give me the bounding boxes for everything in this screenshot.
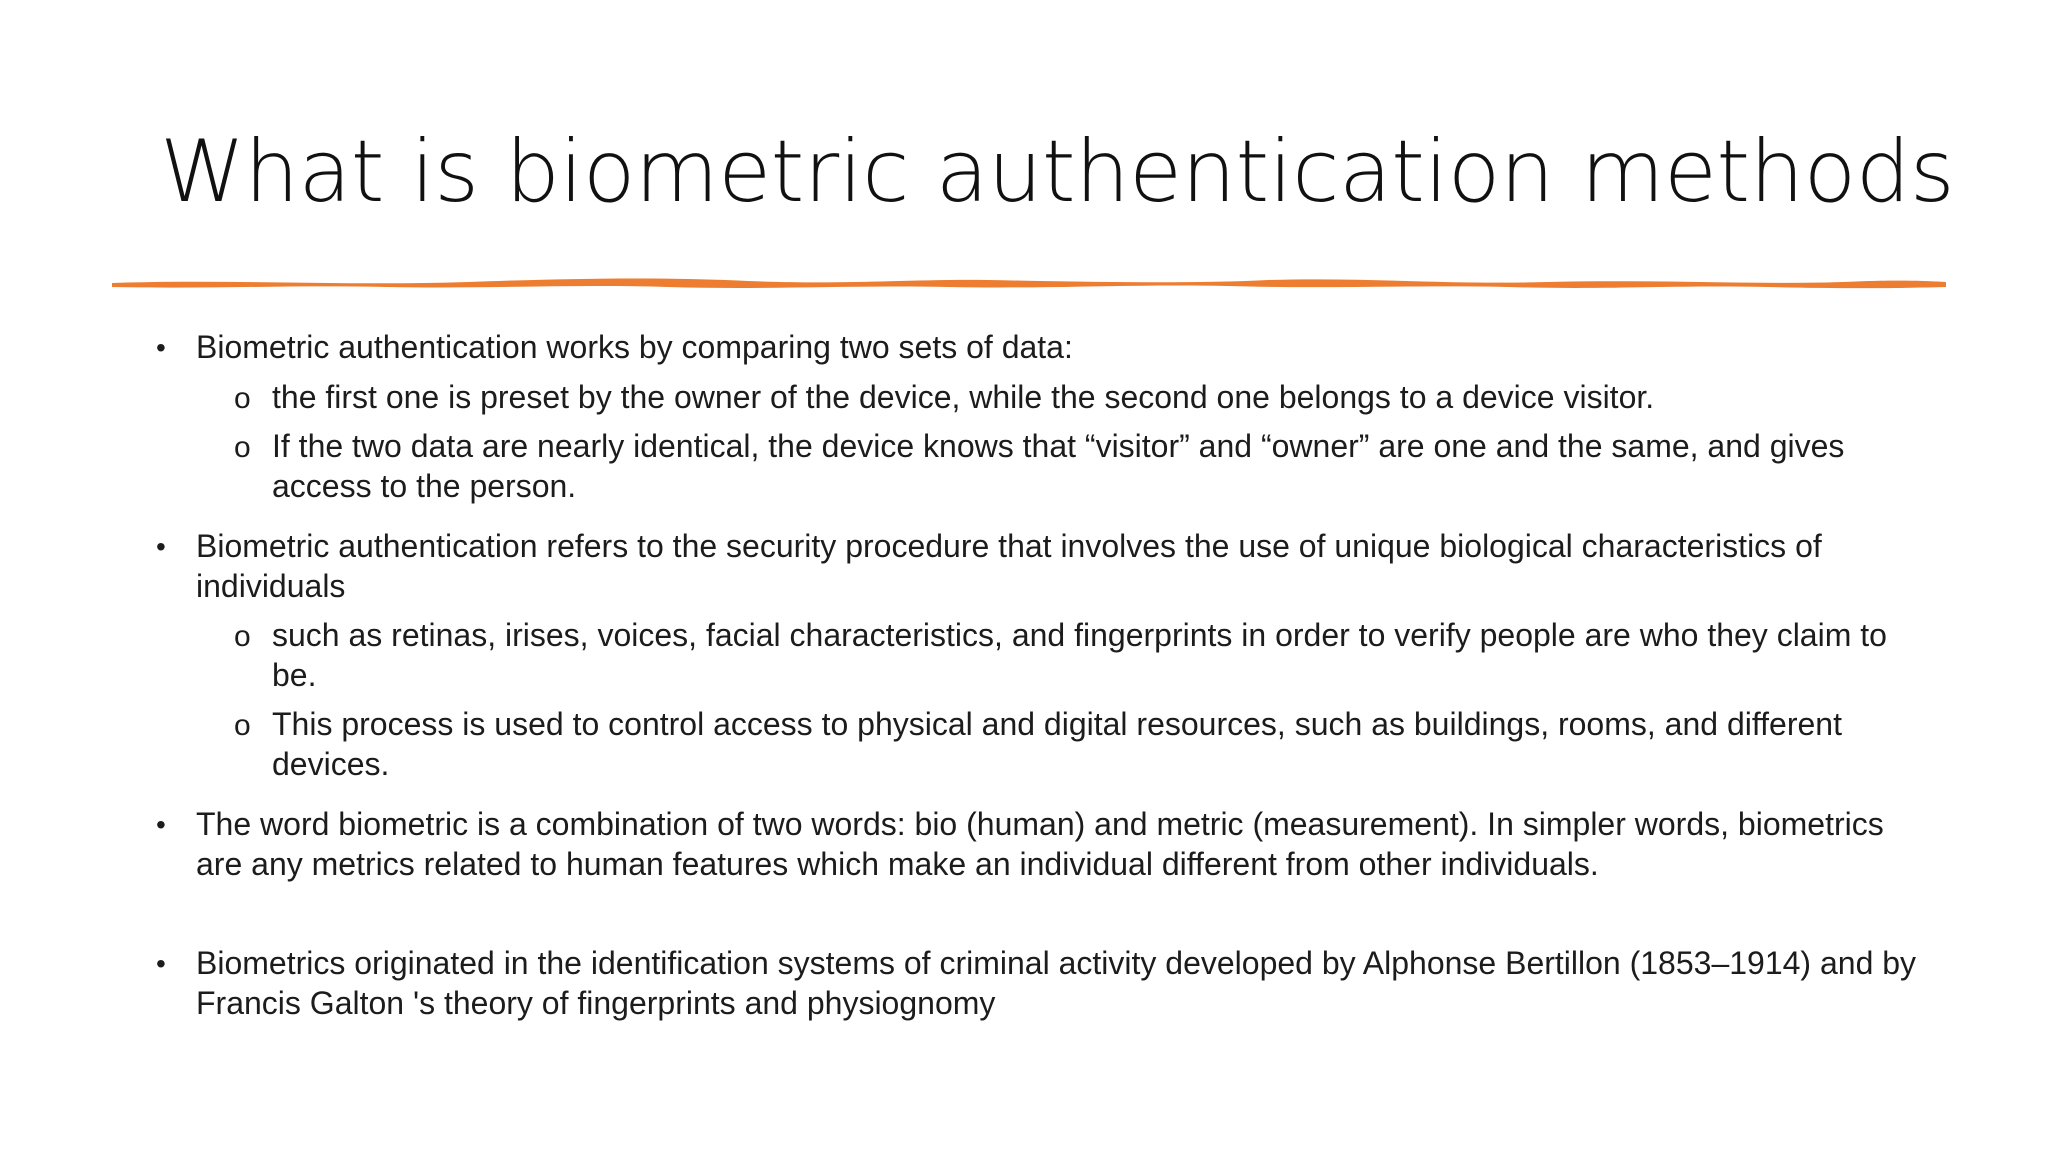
bullet-list (150, 328, 1920, 1023)
bullet-text: The word biometric is a combination of two words: bio (human) and metric (measurement). In simpler words, biometrics are any metrics related to human features which make an individual different from other individuals. (196, 806, 1884, 882)
sub-bullet-text: the first one is preset by the owner of the device, while the second one belongs to a device visitor. (272, 378, 1655, 415)
sub-bullet-text: This process is used to control access to physical and digital resources, such as buildings, rooms, and different devices. (272, 706, 1842, 782)
slide-title: What is biometric authentication methods (160, 122, 1955, 222)
sub-bullet-marker: o (234, 431, 251, 464)
sub-bullet-item-1-2 (150, 427, 1920, 506)
bullet-item-3 (150, 805, 1920, 884)
bullet-marker: • (156, 809, 166, 840)
bullet-marker: • (156, 948, 166, 979)
sub-bullet-text: such as retinas, irises, voices, facial characteristics, and fingerprints in order to verify people are who they claim to be. (272, 617, 1887, 693)
bullet-text: Biometric authentication works by comparing two sets of data: (196, 329, 1073, 365)
sub-bullet-marker: o (234, 620, 251, 653)
sub-bullet-item-1-1 (150, 378, 1920, 418)
bullet-text: Biometrics originated in the identification systems of criminal activity developed by Alphonse Bertillon (1853–1914) and by Francis Galton 's theory of fingerprints and physiognomy (196, 945, 1917, 1021)
sub-bullet-text: If the two data are nearly identical, the device knows that “visitor” and “owner” are one and the same, and gives access to the person. (272, 428, 1845, 504)
title-underline-brush (108, 270, 1950, 298)
underline-stroke (112, 278, 1946, 288)
sub-bullet-item-2-2 (150, 705, 1920, 784)
bullet-item-2 (150, 527, 1920, 606)
bullet-item-1 (150, 328, 1920, 368)
sub-bullet-item-2-1 (150, 616, 1920, 695)
bullet-item-4 (150, 944, 1920, 1023)
sub-bullet-marker: o (234, 381, 251, 415)
bullet-marker: • (156, 332, 166, 363)
bullet-text: Biometric authentication refers to the security procedure that involves the use of unique biological characteristics of individuals (196, 528, 1822, 604)
sub-bullet-marker: o (234, 709, 251, 742)
bullet-marker: • (156, 531, 166, 562)
